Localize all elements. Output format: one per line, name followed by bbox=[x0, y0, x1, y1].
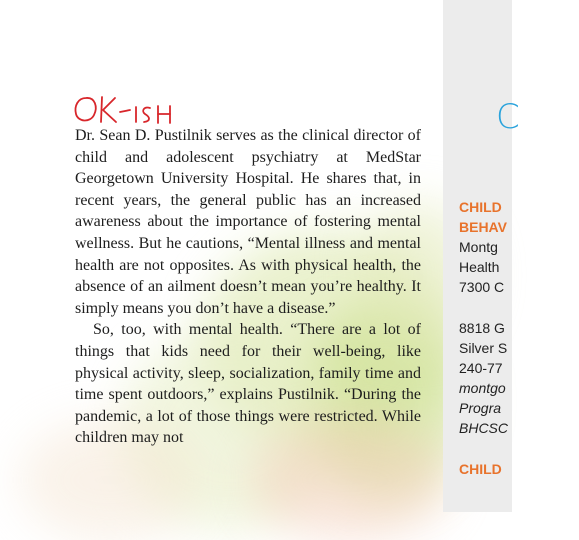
sidebar-line: CHILD bbox=[459, 461, 502, 477]
sidebar-spacer bbox=[459, 297, 579, 318]
article-paragraph-2: So, too, with mental health. “There are a lot of things that kids need for their well-being, like physical activity, sleep, socialization, family time and time spent outdoors,” explains Pustilnik. “During the pandemic, a lot of those things were restricted. While children may not bbox=[75, 321, 421, 447]
sidebar-line: BEHAV bbox=[459, 219, 507, 235]
sidebar-line: 7300 C bbox=[459, 279, 505, 295]
sidebar-line: Montg bbox=[459, 239, 498, 255]
handwritten-okish-note bbox=[70, 88, 180, 128]
sidebar-line: CHILD bbox=[459, 199, 502, 215]
sidebar-line: 240-77 bbox=[459, 360, 503, 376]
sidebar-line: Silver S bbox=[459, 340, 508, 356]
sidebar-listing bbox=[459, 197, 579, 479]
resource-sidebar bbox=[443, 0, 520, 512]
sidebar-line: BHCSC bbox=[459, 420, 509, 436]
sidebar-spacer bbox=[459, 438, 579, 459]
article-paragraph-1: Dr. Sean D. Pustilnik serves as the clinical director of child and adolescent psychiatry at MedStar Georgetown University Hospital. He shares that, in recent years, the general public has an increased awareness about the importance of fostering mental wellness. But he cautions, “Mental illness and mental health are not opposites. As with physical health, the absence of an ailment doesn’t mean you’re healthy. It simply means you don’t have a disease.” bbox=[75, 127, 421, 317]
sidebar-line: Health bbox=[459, 259, 500, 275]
sidebar-line: Progra bbox=[459, 400, 502, 416]
sidebar-line: 8818 G bbox=[459, 320, 505, 336]
sidebar-heading: C bbox=[496, 97, 520, 137]
article-body bbox=[75, 125, 421, 449]
sidebar-line: montgo bbox=[459, 380, 506, 396]
